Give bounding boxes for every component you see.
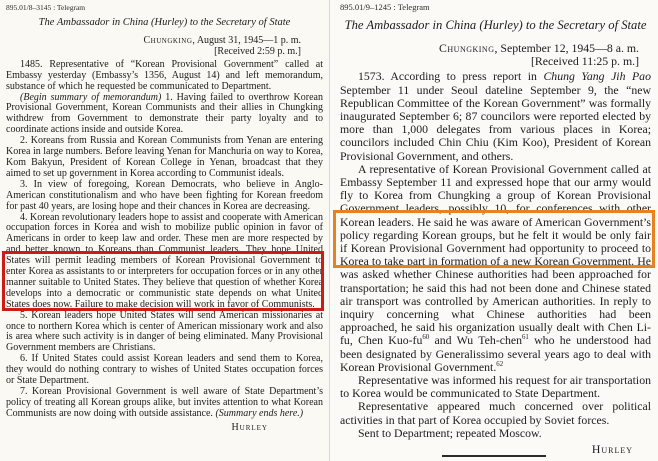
dateline-place: Chungking <box>439 41 495 55</box>
dateline-place: Chungking <box>143 35 193 46</box>
paragraph-soviet-concern: Representative appeared much concerned over political activities in that part of Korea occupied by Soviet forces. <box>340 399 651 427</box>
representative-statement-end: who he understood had been designated by Generalissimo several years ago to deal with Korean Provisional Government. <box>340 333 651 374</box>
newspaper-name: Chung Yang Jih Pao <box>543 69 651 84</box>
footnote-ref-61: 61 <box>522 334 529 342</box>
paragraph-summary-2: 2. Koreans from Russia and Korean Communists from Yenan are entering Korea in large numbers. Before leaving Yenan for Manchuria on way to Korea, Kom Bakyun, President of Korean College in Yenan, broadcast that they aimed to set up government in Korea according to Communist ideals. <box>6 135 323 179</box>
paragraph-sent-to-department: Sent to Department; repeated Moscow. <box>358 425 542 440</box>
paragraph-summary-5: 5. Korean leaders hope United States will send American missionaries at once to northern Korea which is center of American missionary work and also is area where such activity is in danger of being eliminated. Many Provisional Government members are Christians. <box>6 309 323 354</box>
paragraph-1485: 1485. Representative of “Korean Provisional Government” called at Embassy yesterday (Embassy’s 1356, August 14) and left memorandum, substance of which he requested be communicated to Department. <box>6 58 323 92</box>
begin-summary-note: (Begin summary of memorandum) <box>20 91 162 103</box>
paragraph-representative-visit <box>340 163 651 374</box>
paragraph-summary-1 <box>6 93 323 137</box>
representative-statement-continued: and Wu Teh-chen <box>434 333 523 348</box>
representative-statement: A representative of Korean Provisional Government called at Embassy September 11 and expressed hope that our army would fly to Korea from Chungking a group of Korean Provisional Government leaders, possibly 10, for conferences with other Korean leaders. He said he was aware of American Government’s policy regarding Korean groups, but he felt it would be only fair if Korean Provisional Government had opportunity to proceed to Korea to take part in formation of a new Korean Government. He was asked whether Chinese authorities had been approached for transportation; he said this had not been done and Chinese stated air transport was controlled by American authorities. In reply to inquiry concerning what Chinese authorities had been approached, he said his organization usually dealt with Chen Li-fu, Chen Kuo-fu <box>340 161 651 348</box>
signature-hurley: Hurley <box>231 421 268 433</box>
end-of-document-rule <box>442 455 546 457</box>
document-title: The Ambassador in China (Hurley) to the Secretary of State <box>344 18 647 32</box>
telegram-body <box>340 70 651 440</box>
paragraph-summary-7 <box>6 387 323 420</box>
received-line: [Received 2:59 p. m.] <box>214 45 301 57</box>
footnote-ref-60: 60 <box>422 334 430 342</box>
summary-point-1: 1. Having failed to overthrow Korean Provisional Government, Korean Communists and their allies in Chungking withdrew from Government to demonstrate their party loyalty and to coordinate actions inside and outside Korea. <box>6 91 323 136</box>
telegram-page-september-12 <box>329 0 658 461</box>
paragraph-1573 <box>340 70 651 162</box>
dateline-date: , September 12, 1945—8 a. m. <box>494 41 639 55</box>
telegram-body <box>6 60 323 420</box>
paragraph-air-transport: Representative was informed his request for air transportation to Korea would be communicated to State Department. <box>340 373 651 401</box>
document-title: The Ambassador in China (Hurley) to the Secretary of State <box>38 17 291 28</box>
paragraph-summary-6: 6. If United States could assist Korean leaders and send them to Korea, they would do nothing contrary to wishes of United States occupation forces or State Department. <box>6 353 323 387</box>
press-report-body: September 11 under Seoul dateline September 9, the “new Republican Committee of the Korean Government” was formally inaugurated September 6; 87 councilors were reported elected by more than 1,000 delegates from various places in Korea; councilors included Chin Chiu (Kim Koo), President of Korean Provisional Government, and others. <box>340 82 651 163</box>
signature-hurley: Hurley <box>591 442 633 457</box>
received-line: [Received 11:25 p. m.] <box>531 54 639 69</box>
paragraph-summary-3: 3. In view of foregoing, Korean Democrats, who believe in Anglo-American constitutionalism and who have been fighting for Korean freedom for past 40 years, are losing hope and their chances in Korea are decreasing. <box>6 178 323 212</box>
press-report-intro: 1573. According to press report in <box>358 69 544 84</box>
summary-point-7: 7. Korean Provisional Government is well aware of State Department’s policy of treating all Korean groups alike, but invites attention to what Korean Communists are now doing with outside assistance. <box>6 386 323 419</box>
file-reference: 895.01/8–3145 : Telegram <box>6 3 86 12</box>
paragraph-summary-4: 4. Korean revolutionary leaders hope to assist and cooperate with American occupation forces in Korea and wish to mobilize public opinion in favor of Americans in order to keep law and order. These men are more respected by and better known to Koreans than Communist leaders. They hope United States will permit leading members of Korean Provisional Government to enter Korea as assistants to or interpreters for occupation forces or in any other manner suitable to United States. They believe that question of whether Korea develops into a democratic or communistic state depends on what United States does now. Failure to make decision will work in favor of Communists. <box>6 211 323 310</box>
file-reference: 895.01/9–1245 : Telegram <box>340 2 430 12</box>
footnote-ref-62: 62 <box>496 360 504 368</box>
dateline-date: , August 31, 1945—1 p. m. <box>192 35 301 46</box>
summary-ends-note: (Summary ends here.) <box>215 407 304 419</box>
